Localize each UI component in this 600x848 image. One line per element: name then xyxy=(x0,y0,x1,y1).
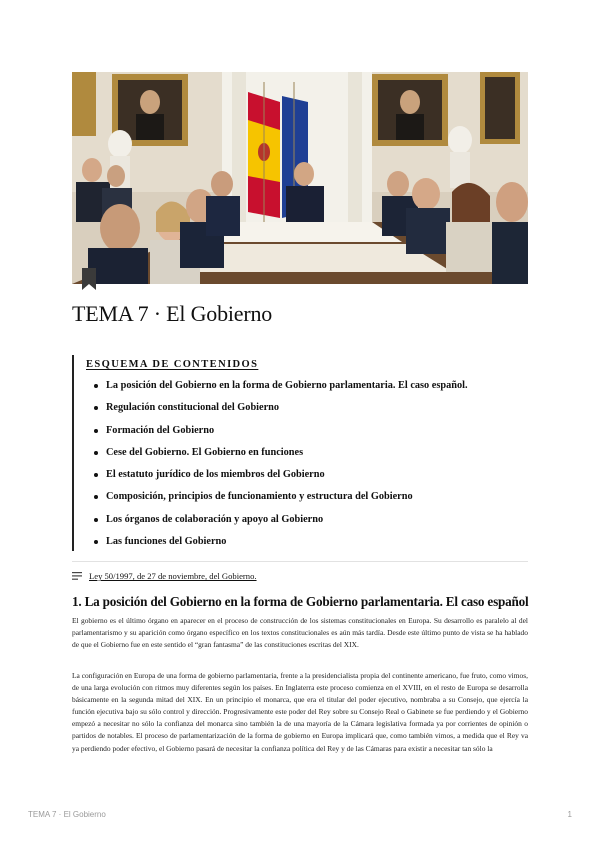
outline-item: La posición del Gobierno en la forma de Gobierno parlamentaria. El caso español. xyxy=(92,379,468,401)
text-lines-icon xyxy=(72,572,82,580)
page-title: TEMA 7 · El Gobierno xyxy=(72,301,273,326)
content-outline xyxy=(72,355,514,551)
page-number: 1 xyxy=(567,810,572,819)
header-photo xyxy=(72,72,528,284)
bookmark-icon[interactable] xyxy=(82,268,96,290)
law-reference[interactable] xyxy=(72,570,257,581)
outline-item: Composición, principios de funcionamiento y estructura del Gobierno xyxy=(92,490,468,512)
outline-item: Las funciones del Gobierno xyxy=(92,535,468,557)
law-reference-link[interactable]: Ley 50/1997, de 27 de noviembre, del Gobierno. xyxy=(89,571,257,582)
outline-item: El estatuto jurídico de los miembros del Gobierno xyxy=(92,468,468,490)
photo-council-of-ministers xyxy=(72,72,528,284)
outline-item: Formación del Gobierno xyxy=(92,424,468,446)
outline-item: Los órganos de colaboración y apoyo al Gobierno xyxy=(92,513,468,535)
paragraph: La configuración en Europa de una forma de gobierno parlamentaria, frente a la presidencialista propia del continente americano, fue fruto, como vimos, de una larga evolución con ritmos muy diferentes según los países. En Inglaterra este proceso comienza en el XVIII, en el resto de Europa se desarrolla básicamente en la segunda mitad del XIX. En un principio el monarca, que era el titular del poder ejecutivo, nombraba a su Consejo, que ejercía la función ejecutiva bajo su sólo control y dirección. Progresivamente este poder del Rey sobre su Consejo Real o Gabinete se fue perdiendo y el Gobierno empezó a necesitar no sólo la confianza del monarca sino también la de una mayoría de la Cámara legislativa formada ya por corrientes de opinión o partidos de notables. El proceso de parlamentarización de la forma de gobierno en Europa implicará que, como también vimos, a medida que el Rey va ya perdiendo poder efectivo, el Gobierno pasará de necesitar la confianza política del Rey y de las Cámaras para existir a necesitar tan sólo la xyxy=(72,671,528,753)
divider xyxy=(72,561,528,562)
outline-heading: ESQUEMA DE CONTENIDOS xyxy=(86,359,259,370)
footer-title: TEMA 7 · El Gobierno xyxy=(28,810,106,819)
paragraph: El gobierno es el último órgano en aparecer en el proceso de construcción de los sistemas constitucionales en Europa. Su desarrollo es paralelo al del parlamentarismo y su aparición como órgano específico en los textos constitucionales es aún más tardía. Desde este último punto de vista se ha hablado de que el Gobierno fue en este sentido el “gran fantasma” de las constituciones escritas del XIX. xyxy=(72,616,528,650)
outline-item: Cese del Gobierno. El Gobierno en funciones xyxy=(92,446,468,468)
outline-list xyxy=(92,379,468,557)
section-title: 1. La posición del Gobierno en la forma de Gobierno parlamentaria. El caso español xyxy=(72,594,529,609)
outline-item: Regulación constitucional del Gobierno xyxy=(92,401,468,423)
